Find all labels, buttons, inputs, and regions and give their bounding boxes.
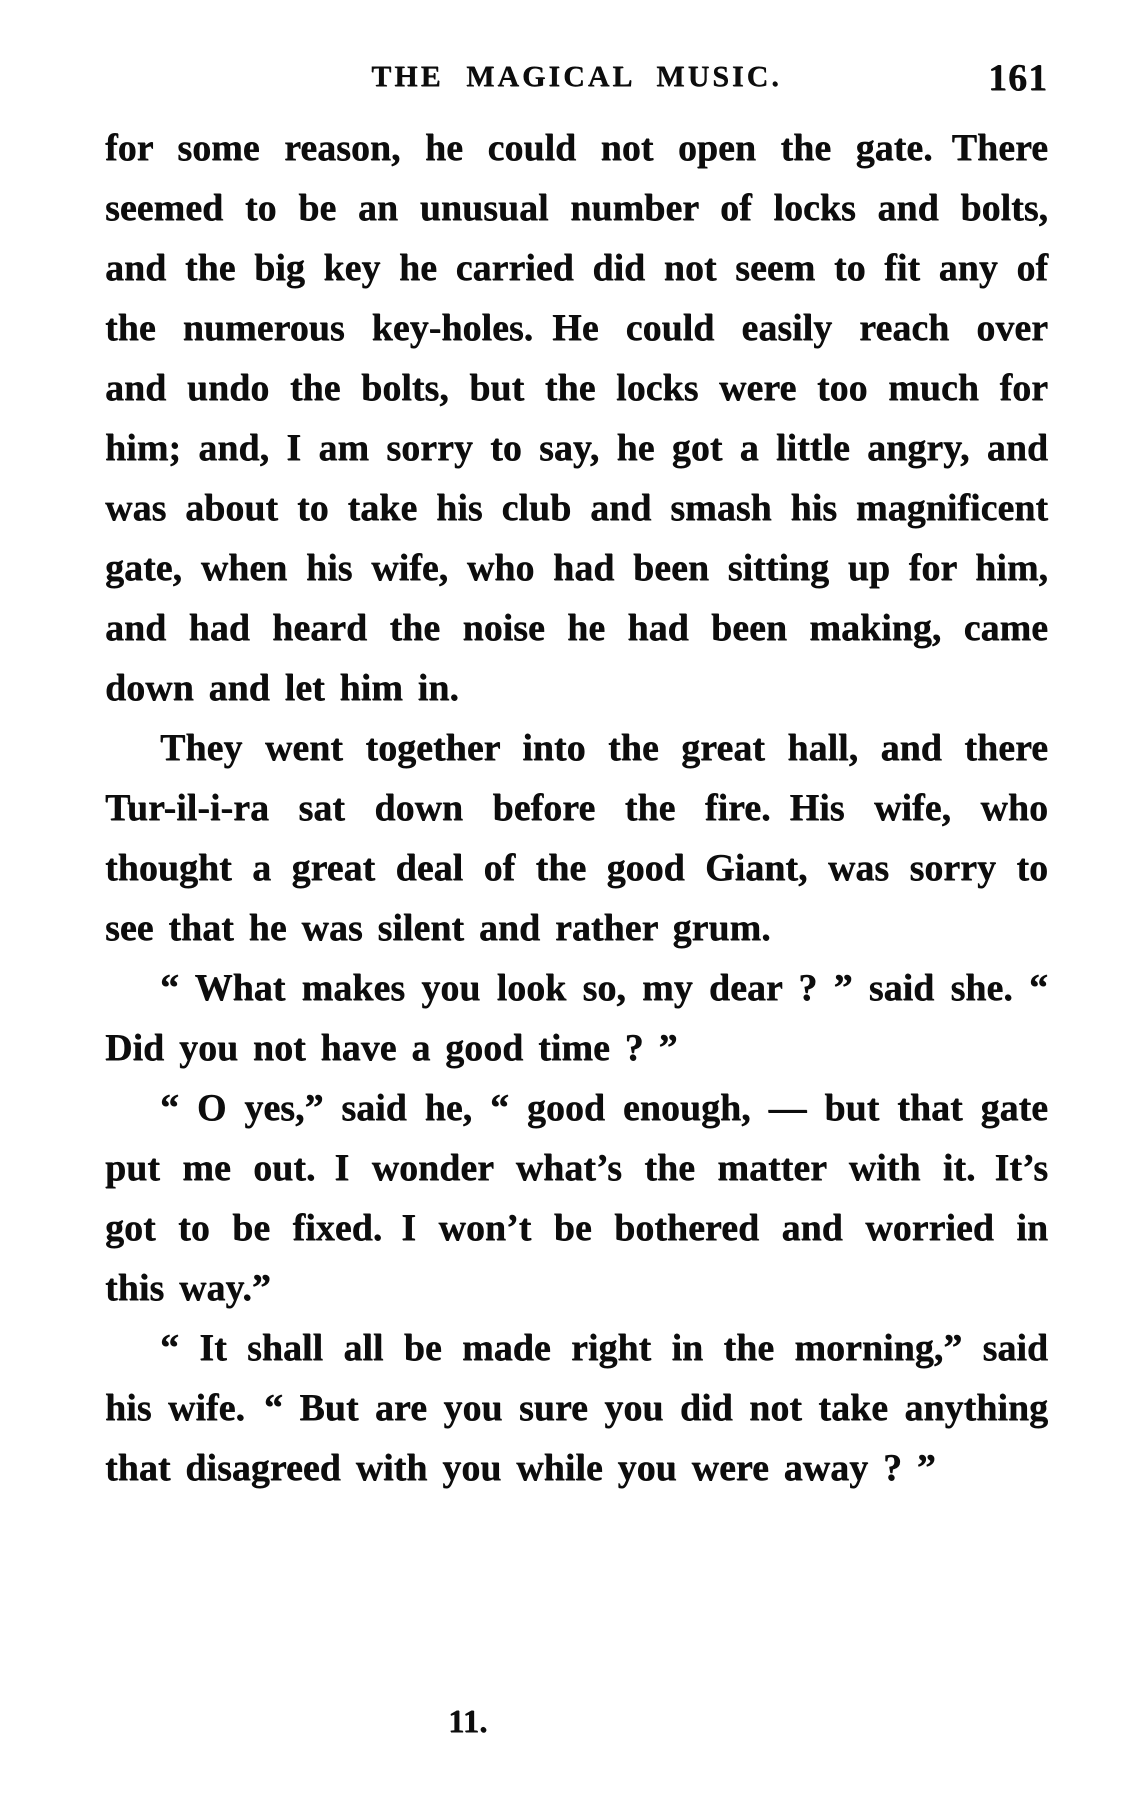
signature-mark: 11.: [448, 1704, 488, 1740]
paragraph-1: for some reason, he could not open the gate. There seemed to be an unusual number of locks and bolts, and the big key he carried did not seem to fit any of the numerous key-holes. He could easily reach over and undo the bolts, but the locks were too much for him; and, I am sorry to say, he got a little angry, and was about to take his club and smash his magnificent gate, when his wife, who had been sitting up for him, and had heard the noise he had been making, came down and let him in.: [105, 127, 1048, 709]
paragraph-2: They went together into the great hall, and there Tur-il-i-ra sat down before the fire. His wife, who thought a great deal of the good Giant, was sorry to see that he was silent and rather grum.: [105, 727, 1048, 949]
page-number: 161: [988, 57, 1048, 99]
page-footer: [0, 1704, 1144, 1754]
paragraph-3: “ What makes you look so, my dear ? ” said she. “ Did you not have a good time ? ”: [105, 967, 1048, 1069]
page-header: [105, 57, 1048, 108]
paragraph-4: “ O yes,” said he, “ good enough, — but that gate put me out. I wonder what’s the matter with it. It’s got to be fixed. I won’t be bothered and worried in this way.”: [105, 1087, 1048, 1309]
paragraph-5: “ It shall all be made right in the morning,” said his wife. “ But are you sure you did not take anything that disagreed with you while you were away ? ”: [105, 1327, 1048, 1489]
running-title: THE MAGICAL MUSIC.: [371, 60, 782, 93]
body-text: [105, 118, 1048, 1498]
